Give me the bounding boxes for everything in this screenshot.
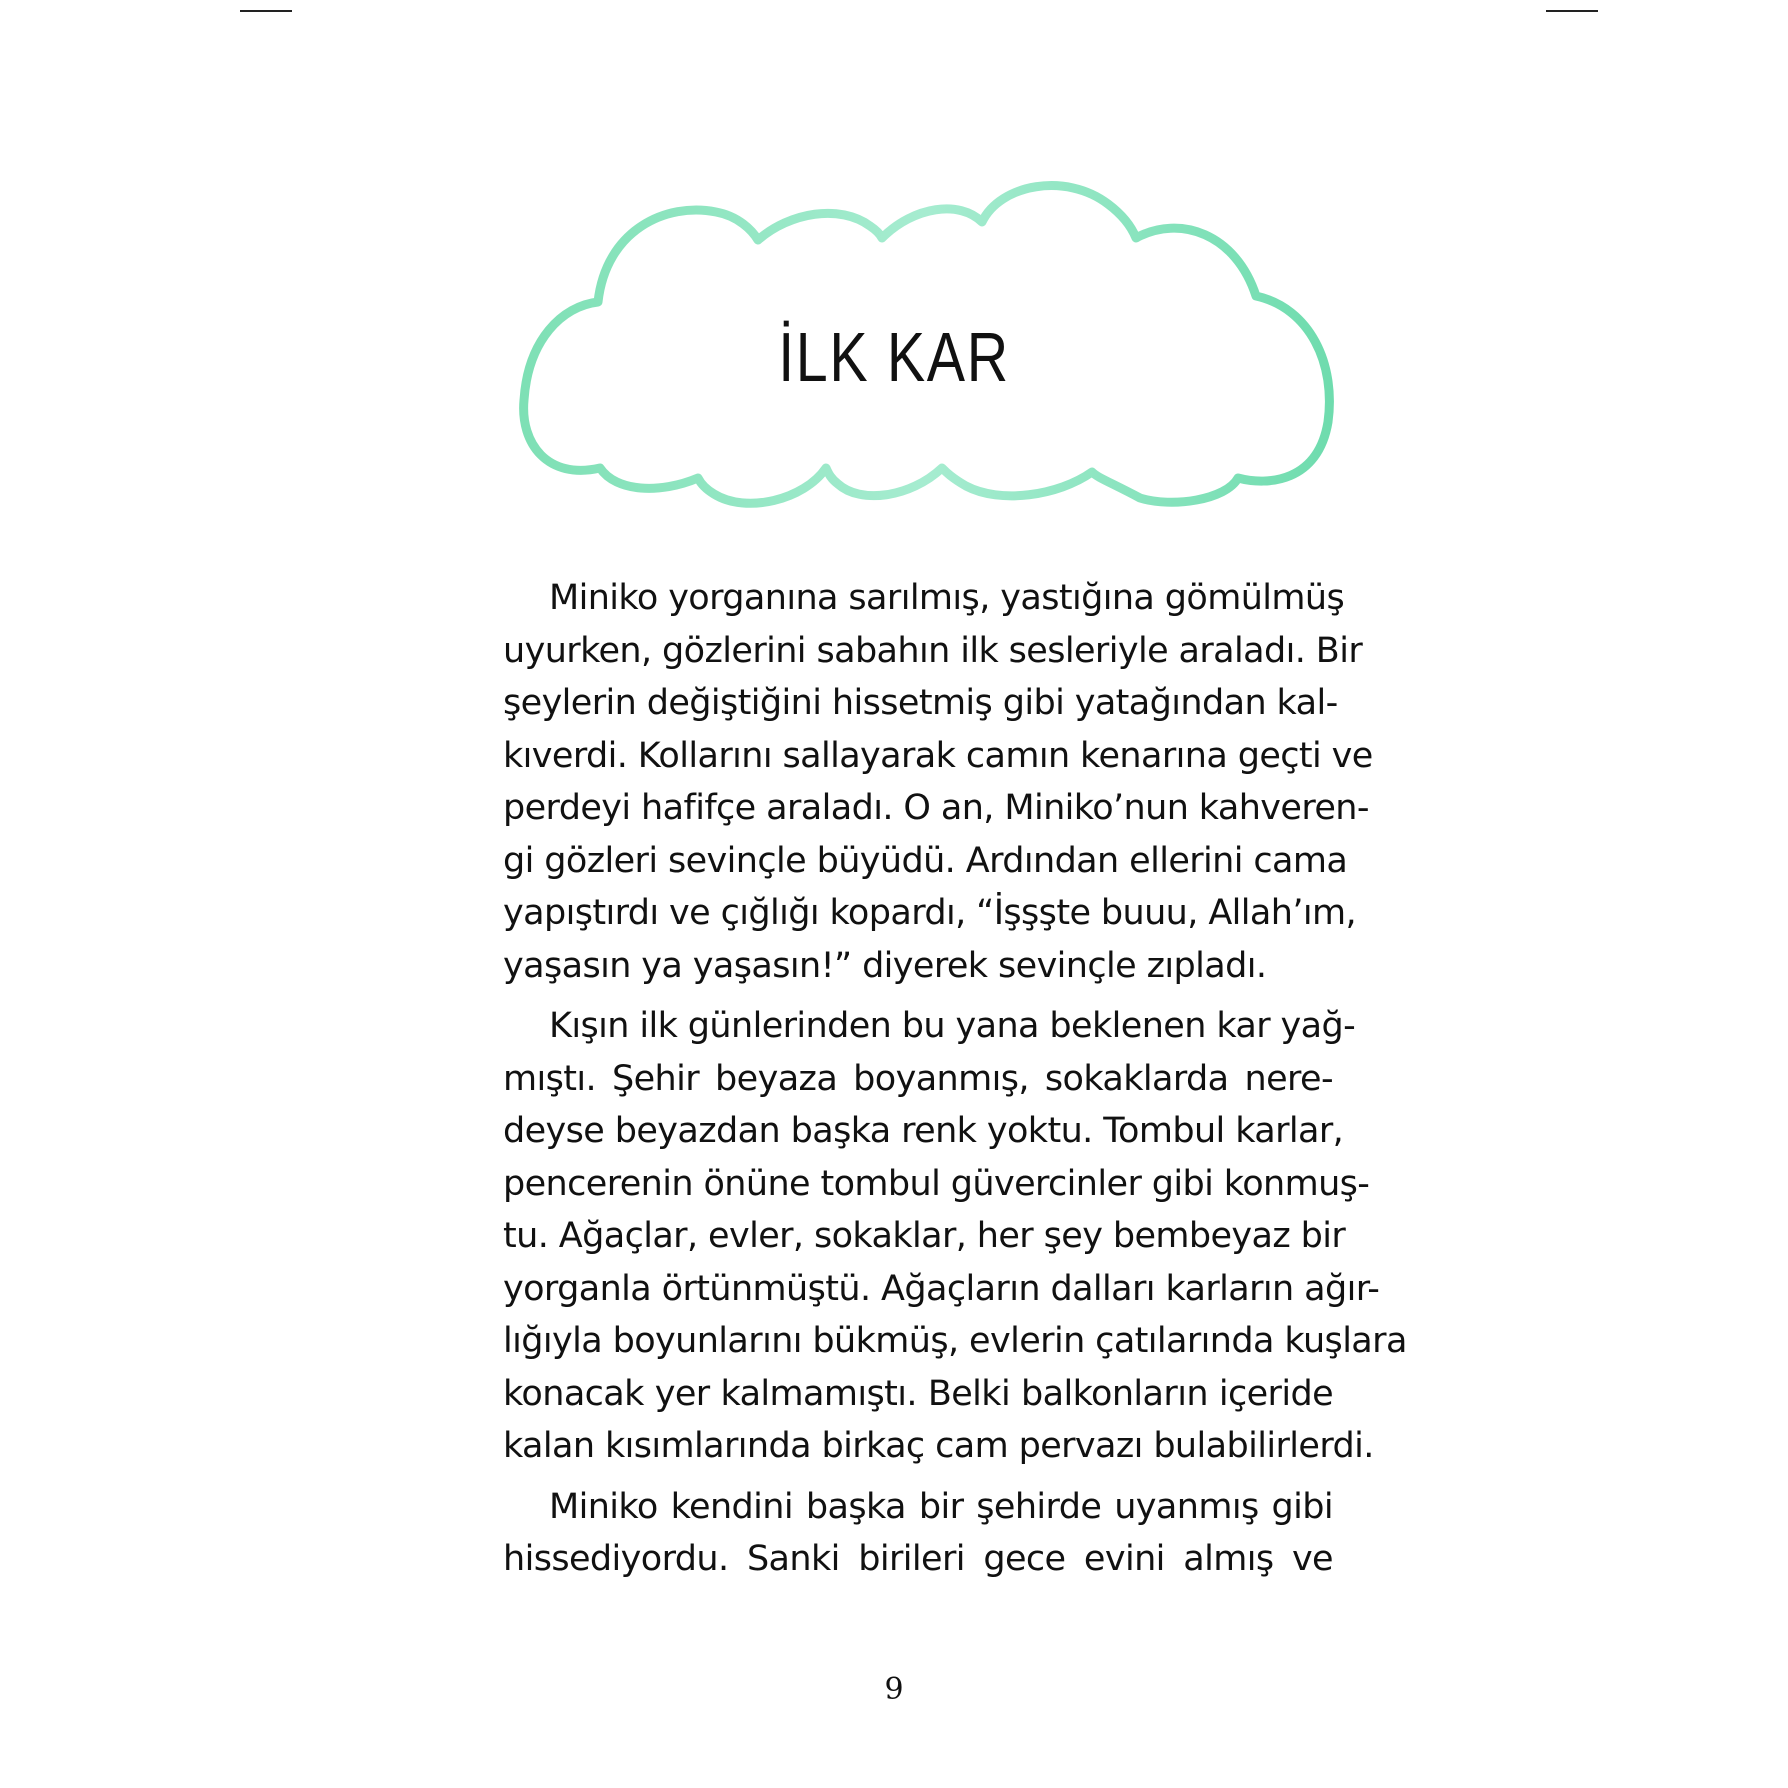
text-line: hissediyordu. Sanki birileri gece evini almış ve [503,1539,1333,1579]
paragraph-1 [503,572,1373,992]
text-line: uyurken, gözlerini sabahın ilk sesleriyle araladı. Bir [503,630,1363,671]
text-line: Miniko kendini başka bir şehirde uyanmış gibi [549,1486,1333,1527]
chapter-title: İLK KAR [778,318,1010,396]
paragraph-3 [503,1481,1333,1586]
text-line: perdeyi hafifçe araladı. O an, Miniko’nun kahveren- [503,788,1369,828]
cloud-outline-icon [0,0,1788,540]
text-line: yorganla örtünmüştü. Ağaçların dalları karların ağır- [503,1268,1380,1309]
text-line: Kışın ilk günlerinden bu yana beklenen kar yağ- [549,1006,1356,1046]
text-line: kıverdi. Kollarını sallayarak camın kenarına geçti ve [503,735,1373,776]
text-line: konacak yer kalmamıştı. Belki balkonların içeride [503,1373,1333,1414]
body-text [503,572,1407,1594]
text-line: yaşasın ya yaşasın!” diyerek sevinçle zıpladı. [503,945,1267,986]
text-line: yapıştırdı ve çığlığı kopardı, “İşşşte buuu, Allah’ım, [503,893,1357,933]
text-line: gi gözleri sevinçle büyüdü. Ardından ellerini cama [503,840,1348,881]
text-line: mıştı. Şehir beyaza boyanmış, sokaklarda nere- [503,1058,1333,1099]
text-line: lığıyla boyunlarını bükmüş, evlerin çatılarında kuşlara [503,1321,1407,1361]
text-line: Miniko yorganına sarılmış, yastığına gömülmüş [549,578,1345,618]
text-line: şeylerin değiştiğini hissetmiş gibi yatağından kal- [503,683,1338,723]
text-line: kalan kısımlarında birkaç cam pervazı bulabilirlerdi. [503,1426,1374,1466]
text-line: deyse beyazdan başka renk yoktu. Tombul karlar, [503,1111,1344,1151]
text-line: pencerenin önüne tombul güvercinler gibi konmuş- [503,1163,1370,1204]
chapter-header-cloud [0,0,1788,540]
page-number: 9 [884,1672,904,1707]
paragraph-2 [503,1000,1407,1473]
text-line: tu. Ağaçlar, evler, sokaklar, her şey bembeyaz bir [503,1216,1346,1256]
